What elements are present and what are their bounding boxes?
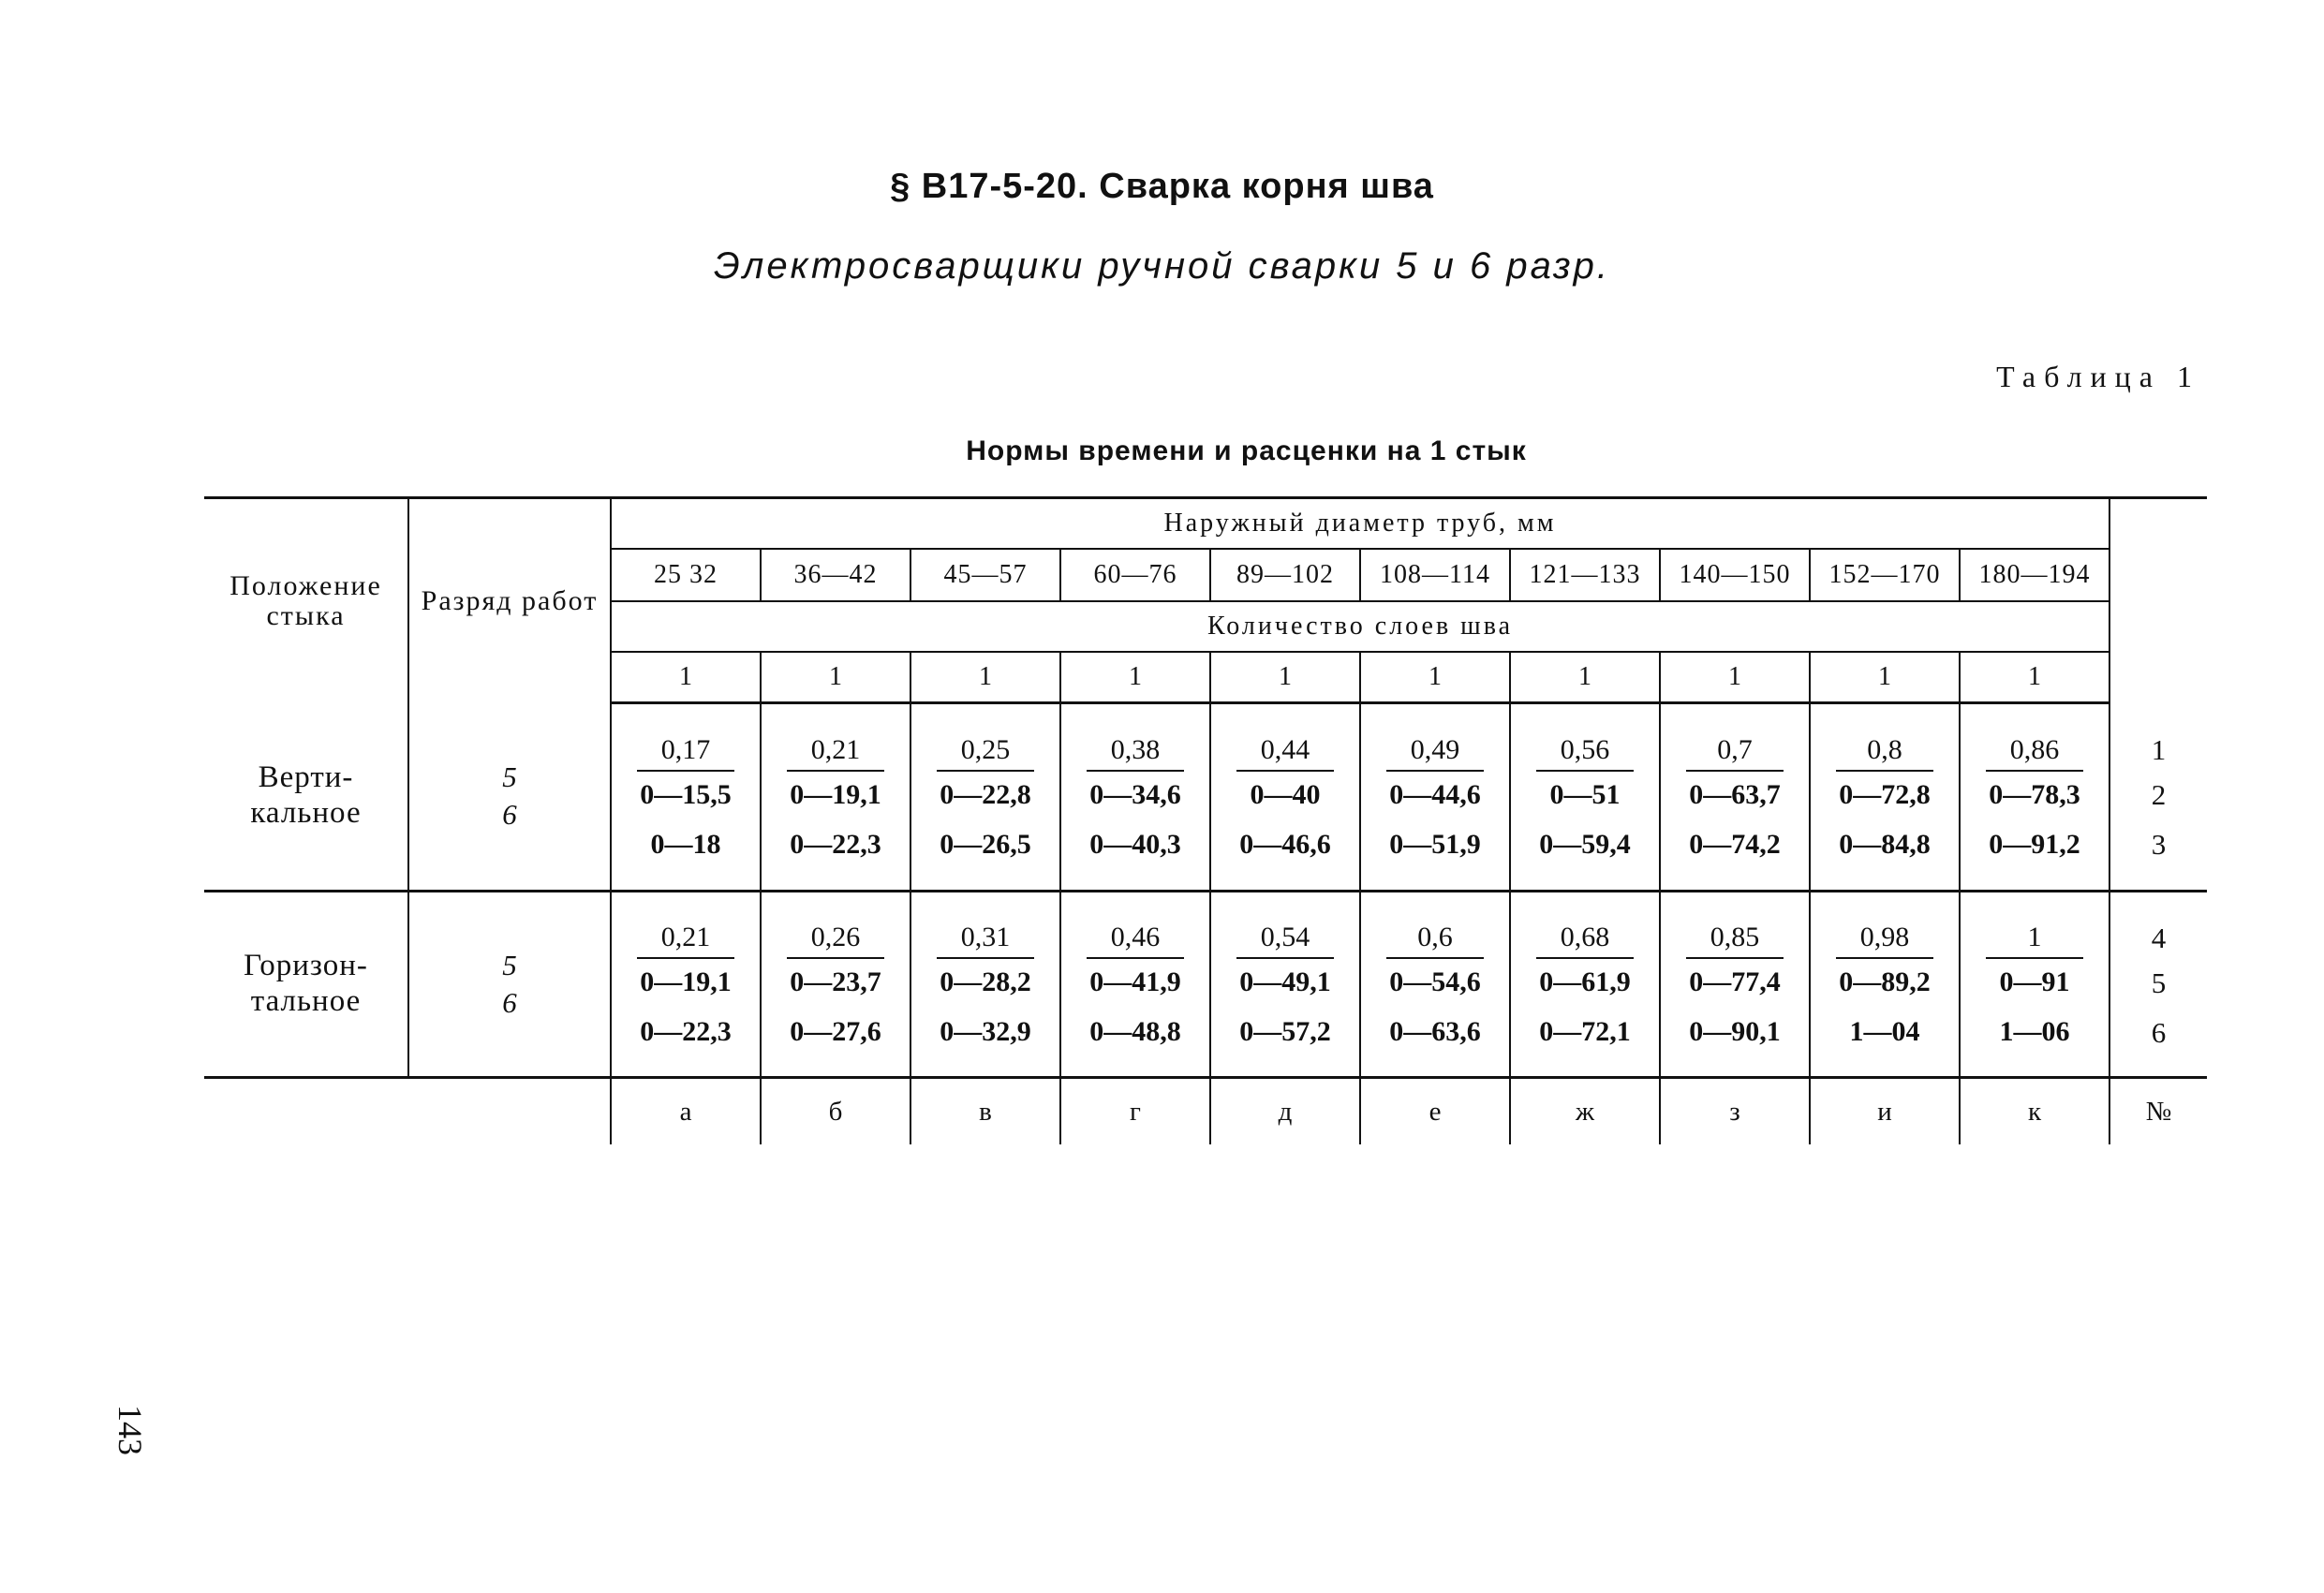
diameter-cell: 25 32 — [611, 549, 761, 601]
rate-rank-5: 0—15,5 — [640, 778, 732, 810]
column-letter: б — [761, 1078, 910, 1145]
diameter-cell: 60—76 — [1060, 549, 1210, 601]
rate-rank-6: 0—22,3 — [790, 828, 881, 860]
rate-rank-5: 0—49,1 — [1239, 966, 1331, 997]
footer-blank — [408, 1078, 611, 1145]
rate-rank-5: 0—34,6 — [1089, 778, 1181, 810]
rate-rank-6: 0—59,4 — [1539, 828, 1631, 860]
position-cell: Верти-кальное — [204, 703, 408, 892]
norm-cell — [1360, 892, 1510, 1078]
rate-rank-5: 0—23,7 — [790, 966, 881, 997]
norm-cell — [761, 892, 910, 1078]
time-norm: 0,38 — [1087, 736, 1184, 772]
layers-cell: 1 — [1810, 652, 1960, 703]
rank-value: 6 — [502, 798, 517, 832]
rate-rank-6: 0—57,2 — [1239, 1015, 1331, 1047]
footer-blank — [204, 1078, 408, 1145]
layers-cell: 1 — [1210, 652, 1360, 703]
norm-cell — [1060, 703, 1210, 892]
norm-cell — [910, 703, 1060, 892]
rank-cell — [408, 703, 611, 892]
rate-rank-6: 0—72,1 — [1539, 1015, 1631, 1047]
diameter-cell: 45—57 — [910, 549, 1060, 601]
rate-rank-5: 0—28,2 — [940, 966, 1031, 997]
rate-rank-5: 0—77,4 — [1689, 966, 1781, 997]
column-letter: ж — [1510, 1078, 1660, 1145]
layers-cell: 1 — [1960, 652, 2109, 703]
rate-rank-5: 0—22,8 — [940, 778, 1031, 810]
column-letter: и — [1810, 1078, 1960, 1145]
norm-cell — [1810, 703, 1960, 892]
rate-rank-6: 0—90,1 — [1689, 1015, 1781, 1047]
rate-rank-5: 0—41,9 — [1089, 966, 1181, 997]
norm-cell — [1360, 703, 1510, 892]
rate-rank-6: 0—26,5 — [940, 828, 1031, 860]
time-norm: 0,17 — [637, 736, 734, 772]
layers-cell: 1 — [1360, 652, 1510, 703]
norm-cell — [1060, 892, 1210, 1078]
layers-cell: 1 — [1510, 652, 1660, 703]
rate-rank-5: 0—44,6 — [1389, 778, 1481, 810]
layers-cell: 1 — [1660, 652, 1810, 703]
rate-rank-5: 0—91 — [1999, 966, 2070, 997]
norm-cell — [1210, 703, 1360, 892]
rate-rank-6: 0—18 — [650, 828, 721, 860]
rate-rank-6: 1—06 — [1999, 1015, 2070, 1047]
section-heading: § В17-5-20. Сварка корня шва — [890, 167, 1434, 206]
diameter-cell: 180—194 — [1960, 549, 2109, 601]
rate-rank-5: 0—63,7 — [1689, 778, 1781, 810]
time-norm: 0,98 — [1836, 923, 1933, 959]
time-norm: 0,86 — [1986, 736, 2083, 772]
time-norm: 0,25 — [937, 736, 1034, 772]
column-letter: з — [1660, 1078, 1810, 1145]
rate-rank-6: 0—46,6 — [1239, 828, 1331, 860]
row-number: 5 — [2151, 966, 2167, 999]
norm-cell — [1510, 892, 1660, 1078]
rate-rank-5: 0—51 — [1549, 778, 1621, 810]
time-norm: 0,54 — [1236, 923, 1334, 959]
row-number: 2 — [2151, 777, 2167, 811]
diameter-cell: 36—42 — [761, 549, 910, 601]
layers-cell: 1 — [611, 652, 761, 703]
rank-cell — [408, 892, 611, 1078]
rank-value: 5 — [502, 949, 517, 981]
rank-column-header: Разряд работ — [408, 498, 611, 703]
position-cell: Горизон-тальное — [204, 892, 408, 1078]
rate-rank-6: 0—40,3 — [1089, 828, 1181, 860]
table-caption: Нормы времени и расценки на 1 стык — [966, 435, 1527, 466]
time-norm: 0,31 — [937, 923, 1034, 959]
diameter-cell: 140—150 — [1660, 549, 1810, 601]
column-letter: к — [1960, 1078, 2109, 1145]
time-norm: 0,68 — [1536, 923, 1634, 959]
norm-cell — [1660, 892, 1810, 1078]
number-column-header — [2109, 498, 2207, 703]
layers-cell: 1 — [910, 652, 1060, 703]
norm-cell — [761, 703, 910, 892]
rate-rank-6: 0—91,2 — [1989, 828, 2080, 860]
rate-rank-6: 0—51,9 — [1389, 828, 1481, 860]
rate-rank-6: 0—22,3 — [640, 1015, 732, 1047]
time-norm: 1 — [1986, 923, 2083, 959]
column-letter: д — [1210, 1078, 1360, 1145]
row-number: 3 — [2151, 827, 2167, 861]
norm-cell — [910, 892, 1060, 1078]
position-column-header: Положение стыка — [204, 498, 408, 703]
layers-cell: 1 — [761, 652, 910, 703]
row-number: 1 — [2151, 732, 2167, 766]
norm-cell — [1960, 703, 2109, 892]
column-letter: г — [1060, 1078, 1210, 1145]
time-norm: 0,21 — [637, 923, 734, 959]
time-norm: 0,7 — [1686, 736, 1784, 772]
time-norm: 0,8 — [1836, 736, 1933, 772]
rate-rank-6: 1—04 — [1849, 1015, 1920, 1047]
row-number-cell — [2109, 892, 2207, 1078]
norm-cell — [1510, 703, 1660, 892]
rate-rank-5: 0—54,6 — [1389, 966, 1481, 997]
rate-rank-5: 0—19,1 — [790, 778, 881, 810]
layers-cell: 1 — [1060, 652, 1210, 703]
table-row — [204, 892, 2207, 1078]
diameter-cell: 121—133 — [1510, 549, 1660, 601]
table-row — [204, 703, 2207, 892]
section-subheading: Электросварщики ручной сварки 5 и 6 разр. — [714, 245, 1610, 287]
norm-cell — [611, 703, 761, 892]
column-letter: в — [910, 1078, 1060, 1145]
time-norm: 0,21 — [787, 736, 884, 772]
rank-value: 5 — [502, 760, 517, 794]
norm-cell — [1810, 892, 1960, 1078]
norm-cell — [1660, 703, 1810, 892]
diameter-header: Наружный диаметр труб, мм — [611, 498, 2109, 550]
time-norm: 0,49 — [1386, 736, 1484, 772]
row-number: 4 — [2151, 921, 2167, 954]
rate-rank-5: 0—19,1 — [640, 966, 732, 997]
norm-cell — [611, 892, 761, 1078]
rate-rank-5: 0—61,9 — [1539, 966, 1631, 997]
norm-cell — [1960, 892, 2109, 1078]
diameter-cell: 89—102 — [1210, 549, 1360, 601]
time-norm: 0,44 — [1236, 736, 1334, 772]
rate-rank-5: 0—40 — [1250, 778, 1321, 810]
norm-cell — [1210, 892, 1360, 1078]
time-norm: 0,56 — [1536, 736, 1634, 772]
time-norm: 0,85 — [1686, 923, 1784, 959]
rate-rank-6: 0—74,2 — [1689, 828, 1781, 860]
rank-value: 6 — [502, 986, 517, 1019]
time-norm: 0,46 — [1087, 923, 1184, 959]
rate-rank-6: 0—48,8 — [1089, 1015, 1181, 1047]
column-letter: е — [1360, 1078, 1510, 1145]
column-letter: а — [611, 1078, 761, 1145]
diameter-cell: 108—114 — [1360, 549, 1510, 601]
row-number-cell — [2109, 703, 2207, 892]
diameter-cell: 152—170 — [1810, 549, 1960, 601]
rate-rank-6: 0—84,8 — [1839, 828, 1931, 860]
rate-rank-5: 0—89,2 — [1839, 966, 1931, 997]
table-label: Таблица 1 — [1996, 360, 2200, 393]
row-number: 6 — [2151, 1015, 2167, 1049]
norms-table — [204, 496, 2207, 1144]
rate-rank-6: 0—27,6 — [790, 1015, 881, 1047]
layers-header: Количество слоев шва — [611, 601, 2109, 652]
page-number: 143 — [111, 1405, 149, 1455]
rate-rank-6: 0—32,9 — [940, 1015, 1031, 1047]
time-norm: 0,26 — [787, 923, 884, 959]
number-symbol: № — [2109, 1078, 2207, 1145]
rate-rank-5: 0—72,8 — [1839, 778, 1931, 810]
rate-rank-5: 0—78,3 — [1989, 778, 2080, 810]
time-norm: 0,6 — [1386, 923, 1484, 959]
rate-rank-6: 0—63,6 — [1389, 1015, 1481, 1047]
